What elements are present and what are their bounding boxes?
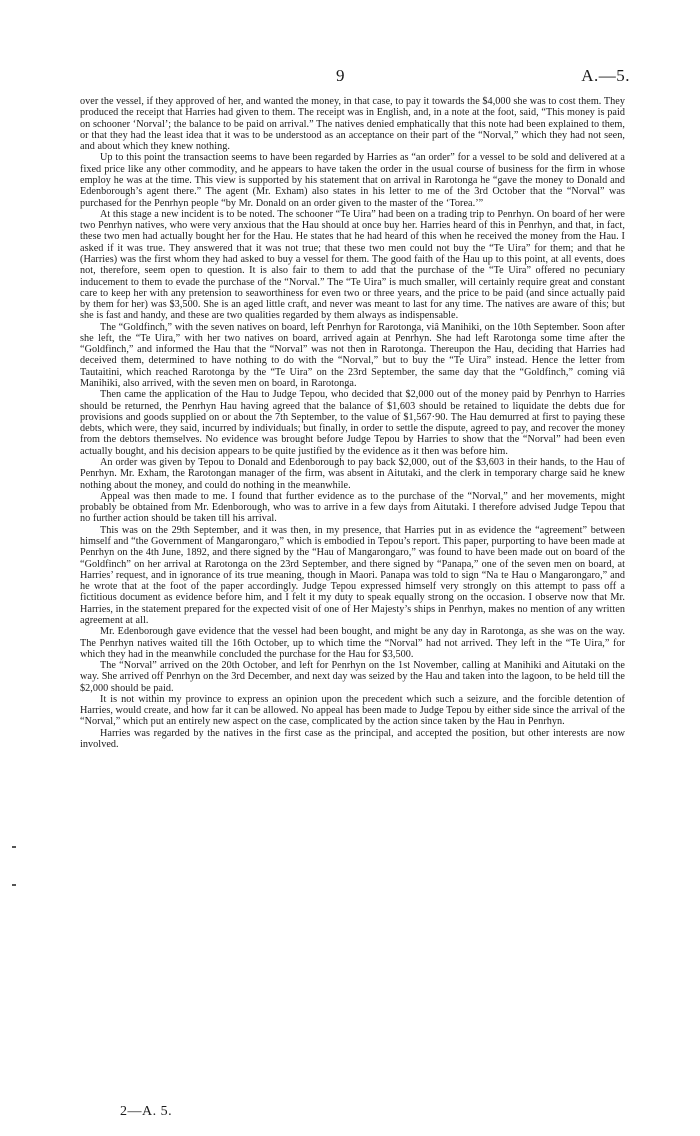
body-text xyxy=(80,96,625,750)
paragraph: Harries was regarded by the natives in the first case as the principal, and accepted the position, but other interests are now involved. xyxy=(80,727,625,751)
paragraph: An order was given by Tepou to Donald and Edenborough to pay back $2,000, out of the $3,603 in their hands, to the Hau of Penrhyn. Mr. Exham, the Rarotongan manager of the firm, was absent in Aitutaki, and the clerk in temporary charge said he knew nothing about the money, and could do nothing in the meanwhile. xyxy=(80,457,625,491)
margin-dot xyxy=(12,846,16,848)
paragraph: Mr. Edenborough gave evidence that the vessel had been bought, and might be any day in Rarotonga, as she was on the way. The Penrhyn natives waited till the 16th October, up to which time the “Norval” had not arrived. They left in the “Te Uira,” for which they had in the meanwhile concluded the purchase for the Hau for $3,500. xyxy=(80,626,625,660)
page-header xyxy=(0,66,700,90)
paragraph: At this stage a new incident is to be noted. The schooner “Te Uira” had been on a trading trip to Penrhyn. On board of her were two Penrhyn natives, who were very anxious that the Hau should at once buy her. Harries heard of this in Penrhyn, and that, in fact, these two men had actually bought her for the Hau. He states that he had heard of this when he received the money from the Hau. I asked if it was true. They answered that it was not true; that these two men could not buy the “Te Uira” for them; and that he (Harries) was the first whom they had asked to buy a vessel for them. The good faith of the Hau up to this point, at all events, does not, therefore, seem open to question. It is also fair to them to add that the purchase of the “Te Uira” offered no pecuniary inducement to them to evade the purchase of the “Norval.” The “Te Uira” is much smaller, will certainly require great and constant care to keep her with any pretension to seaworthiness for even two or three years, and the price to be paid (and since actually paid by them for her) was $3,500. She is an aged little craft, and never was meant to last for any time. The natives are aware of this; but she is fast and handy, and these are two qualities regarded by them always as indispensable. xyxy=(80,208,625,322)
paragraph: Then came the application of the Hau to Judge Tepou, who decided that $2,000 out of the money paid by Penrhyn to Harries should be returned, the Penrhyn Hau having agreed that the balance of $1,603 should be retained to liquidate the debts due for provisions and goods supplied on or about the 7th September, to the value of $1,567·90. The Hau demurred at first to paying these debts, which were, they said, incurred by individuals; but finally, in order to settle the dispute, agreed to pay, and recover the money from the debtors themselves. No evidence was brought before Judge Tepou by Harries to show that the “Norval” had been even actually bought, and his decision appears to be quite justified by the evidence as it then was before him. xyxy=(80,389,625,457)
paragraph: The “Norval” arrived on the 20th October, and left for Penrhyn on the 1st November, calling at Manihiki and Aitutaki on the way. She arrived off Penrhyn on the 3rd December, and next day was seized by the Hau and taken into the lagoon, to be held till the $2,000 should be paid. xyxy=(80,660,625,694)
margin-dot xyxy=(12,884,16,886)
paragraph: over the vessel, if they approved of her, and wanted the money, in that case, to pay it towards the $4,000 she was to cost them. They produced the receipt that Harries had given to them. The receipt was in English, and, in a note at the foot, said, “This money is paid on schooner ‘Norval’; the balance to be paid on arrival.” The natives denied emphatically that this note had been explained to them, or that they had the least idea that it was to be understood as an acceptance on their part of the “Norval,” which they had not seen, and about which they knew nothing. xyxy=(80,96,625,153)
page-number: 9 xyxy=(336,66,345,85)
signature-mark: 2—A. 5. xyxy=(120,1104,173,1119)
paragraph: This was on the 29th September, and it was then, in my presence, that Harries put in as evidence the “agreement” between himself and “the Government of Mangarongaro,” which is embodied in Tepou’s report. This paper, purporting to have been made at Penrhyn on the 4th June, 1892, and there signed by the “Hau of Mangarongaro,” was found to have been made out on board of the “Goldfinch” on her arrival at Rarotonga on the 23rd September, and there signed by “Panapa,” one of the seven men on board, at Harries’ request, and in ignorance of its true meaning, though in Maori. Panapa was told to sign “Na te Hau o Mangarongaro,” and he wrote that at the foot of the paper accordingly. Judge Tepou expressed himself very strongly on this attempt to pass off a fictitious document as evidence before him, and I felt it my duty to speak equally strong on the occasion. I observe now that Mr. Harries, in the statement prepared for the expected visit of one of Her Majesty’s ships in Penrhyn, makes no mention of any written agreement at all. xyxy=(80,524,625,626)
paragraph: Appeal was then made to me. I found that further evidence as to the purchase of the “Norval,” and her movements, might probably be obtained from Mr. Edenborough, who was to arrive in a few days from Aitutaki. I therefore advised Judge Tepou that no further action should be taken till his arrival. xyxy=(80,490,625,525)
paragraph: It is not within my province to express an opinion upon the precedent which such a seizure, and the forcible detention of Harries, would create, and how far it can be allowed. No appeal has been made to Judge Tepou by either side since the arrival of the “Norval,” which put an entirely new aspect on the case, complicated by the action since taken by the Hau in Penrhyn. xyxy=(80,693,625,728)
paragraph: The “Goldfinch,” with the seven natives on board, left Penrhyn for Rarotonga, viâ Manihiki, on the 10th September. Soon after she left, the “Te Uira,” with her two natives on board, arrived again at Penrhyn. She had left Rarotonga some time after the “Goldfinch,” and informed the Hau that the “Norval” was not then in Rarotonga. Thereupon the Hau, deciding that Harries had deceived them, determined to have nothing to do with the “Norval,” but to buy the “Te Uira” instead. Hence the letter from Tautaitini, which reached Rarotonga by the “Te Uira” on the 23rd September, the same day that the “Goldfinch,” coming viâ Manihiki, also arrived, with the seven men on board, in Rarotonga. xyxy=(80,321,625,390)
paragraph: Up to this point the transaction seems to have been regarded by Harries as “an order” for a vessel to be sold and delivered at a fixed price like any other commodity, and he appears to have taken the order in the usual course of business for the firm in whose employ he was at the time. This view is supported by his statement that on arrival in Rarotonga he “gave the money to Donald and Edenborough’s agent there.” The agent (Mr. Exham) also states in his letter to me of the 3rd October that the “Norval” was purchased for the Penrhyn people “by Mr. Donald on an order given to the master of the ‘Torea.’” xyxy=(80,152,625,209)
paper-reference: A.—5. xyxy=(581,66,630,85)
